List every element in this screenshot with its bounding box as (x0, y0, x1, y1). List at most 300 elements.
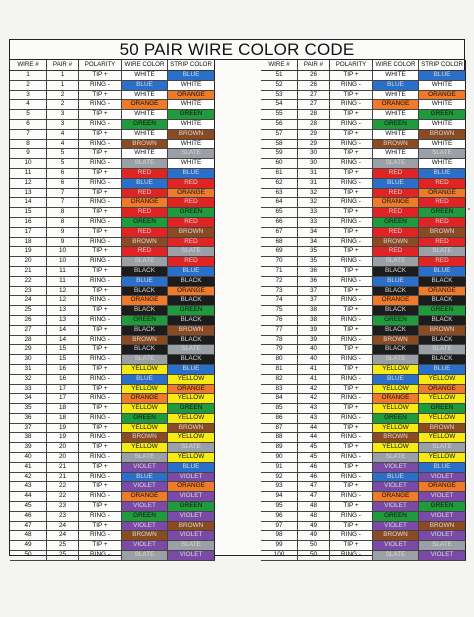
wire-color-cell: VIOLET (373, 502, 419, 511)
wire-number-cell: 58 (261, 140, 298, 149)
wire-number-cell: 57 (261, 130, 298, 139)
wire-number-cell: 46 (10, 512, 47, 521)
pair-number-cell: 44 (298, 424, 330, 433)
strip-color-cell: ORANGE (419, 482, 466, 491)
table-row (10, 179, 215, 189)
pair-number-cell: 44 (298, 433, 330, 442)
table-row (261, 482, 466, 492)
table-row (10, 541, 215, 551)
pair-number-cell: 13 (47, 316, 79, 325)
polarity-cell: TIP + (330, 502, 373, 511)
strip-color-cell: RED (419, 218, 466, 227)
polarity-cell: RING - (330, 394, 373, 403)
strip-color-cell: VIOLET (419, 512, 466, 521)
wire-color-cell: GREEN (122, 316, 168, 325)
strip-color-cell: WHITE (168, 120, 215, 129)
table-row (10, 473, 215, 483)
strip-color-cell: VIOLET (419, 531, 466, 540)
wire-color-cell: RED (373, 208, 419, 217)
table-row (10, 228, 215, 238)
polarity-cell: TIP + (330, 522, 373, 531)
table-row (261, 218, 466, 228)
strip-color-cell: BLACK (168, 316, 215, 325)
table-row (261, 541, 466, 551)
table-row (261, 326, 466, 336)
polarity-cell: RING - (79, 414, 122, 423)
pair-number-cell: 12 (47, 287, 79, 296)
table-row (261, 100, 466, 110)
strip-color-cell: RED (419, 238, 466, 247)
table-row (261, 91, 466, 101)
polarity-cell: RING - (330, 218, 373, 227)
wire-color-cell: BLUE (122, 473, 168, 482)
strip-color-cell: WHITE (168, 100, 215, 109)
table-row (10, 551, 215, 561)
wire-color-chart (9, 39, 465, 559)
wire-color-cell: BLACK (373, 345, 419, 354)
wire-number-cell: 43 (10, 482, 47, 491)
pair-number-cell: 22 (47, 482, 79, 491)
table-row (10, 110, 215, 120)
table-row (10, 433, 215, 443)
wire-color-cell: SLATE (122, 159, 168, 168)
wire-number-cell: 21 (10, 267, 47, 276)
wire-number-cell: 15 (10, 208, 47, 217)
wire-number-cell: 86 (261, 414, 298, 423)
table-row (261, 208, 466, 218)
wire-color-cell: RED (373, 228, 419, 237)
wire-number-cell: 10 (10, 159, 47, 168)
pair-number-cell: 20 (47, 443, 79, 452)
strip-color-cell: ORANGE (168, 189, 215, 198)
strip-color-cell: GREEN (168, 404, 215, 413)
wire-number-cell: 1 (10, 71, 47, 80)
wire-number-cell: 75 (261, 306, 298, 315)
polarity-cell: RING - (79, 198, 122, 207)
polarity-cell: RING - (330, 296, 373, 305)
pair-number-cell: 47 (298, 492, 330, 501)
pair-number-cell: 29 (298, 140, 330, 149)
strip-color-cell: SLATE (419, 443, 466, 452)
table-row (10, 120, 215, 130)
pair-number-cell: 13 (47, 306, 79, 315)
polarity-cell: TIP + (79, 91, 122, 100)
polarity-cell: RING - (79, 218, 122, 227)
wire-color-cell: YELLOW (373, 404, 419, 413)
pair-number-cell: 39 (298, 326, 330, 335)
table-row (10, 316, 215, 326)
wire-color-cell: ORANGE (373, 100, 419, 109)
polarity-cell: RING - (79, 238, 122, 247)
strip-color-cell: WHITE (419, 81, 466, 90)
wire-number-cell: 98 (261, 531, 298, 540)
table-row (10, 267, 215, 277)
page-title: 50 PAIR WIRE COLOR CODE (10, 40, 464, 60)
table-row (261, 394, 466, 404)
table-row (261, 375, 466, 385)
polarity-cell: TIP + (79, 267, 122, 276)
wire-color-cell: VIOLET (122, 463, 168, 472)
polarity-cell: RING - (330, 277, 373, 286)
strip-color-cell: BLACK (419, 296, 466, 305)
polarity-cell: TIP + (79, 149, 122, 158)
polarity-cell: TIP + (79, 287, 122, 296)
strip-color-cell: GREEN (168, 208, 215, 217)
wire-number-cell: 24 (10, 296, 47, 305)
pair-number-cell: 24 (47, 531, 79, 540)
polarity-cell: RING - (330, 316, 373, 325)
pair-number-cell: 48 (298, 512, 330, 521)
pair-number-cell: 23 (47, 512, 79, 521)
wire-number-cell: 18 (10, 238, 47, 247)
polarity-cell: RING - (330, 336, 373, 345)
polarity-cell: TIP + (79, 443, 122, 452)
polarity-cell: TIP + (330, 287, 373, 296)
wire-color-cell: BROWN (373, 433, 419, 442)
polarity-cell: TIP + (79, 541, 122, 550)
wire-color-cell: BROWN (373, 336, 419, 345)
polarity-cell: TIP + (79, 482, 122, 491)
wire-color-cell: BROWN (122, 238, 168, 247)
strip-color-cell: YELLOW (419, 453, 466, 462)
pair-number-cell: 18 (47, 404, 79, 413)
strip-color-cell: BLACK (168, 296, 215, 305)
polarity-cell: RING - (79, 531, 122, 540)
wire-color-cell: VIOLET (122, 522, 168, 531)
polarity-cell: TIP + (330, 247, 373, 256)
wire-color-cell: WHITE (373, 110, 419, 119)
pair-number-cell: 26 (298, 71, 330, 80)
polarity-cell: RING - (79, 492, 122, 501)
polarity-cell: TIP + (79, 247, 122, 256)
wire-color-cell: RED (122, 228, 168, 237)
pair-number-cell: 10 (47, 247, 79, 256)
pair-number-cell: 14 (47, 326, 79, 335)
polarity-cell: TIP + (79, 365, 122, 374)
pair-number-cell: 3 (47, 110, 79, 119)
strip-color-cell: YELLOW (168, 453, 215, 462)
pair-number-cell: 5 (47, 159, 79, 168)
strip-color-cell: YELLOW (168, 414, 215, 423)
pair-number-cell: 41 (298, 375, 330, 384)
polarity-cell: TIP + (79, 71, 122, 80)
table-row (261, 110, 466, 120)
table-row (10, 81, 215, 91)
pair-number-cell: 47 (298, 482, 330, 491)
strip-color-cell: ORANGE (168, 287, 215, 296)
polarity-cell: RING - (79, 81, 122, 90)
polarity-cell: RING - (79, 257, 122, 266)
wire-number-cell: 80 (261, 355, 298, 364)
strip-color-cell: VIOLET (168, 551, 215, 560)
pair-number-cell: 46 (298, 473, 330, 482)
wire-number-cell: 13 (10, 189, 47, 198)
table-row (10, 336, 215, 346)
header-pair: PAIR # (47, 60, 79, 70)
strip-color-cell: GREEN (419, 208, 466, 217)
strip-color-cell: RED (419, 198, 466, 207)
strip-color-cell: WHITE (419, 140, 466, 149)
pair-number-cell: 36 (298, 277, 330, 286)
pair-number-cell: 6 (47, 179, 79, 188)
table-row (10, 345, 215, 355)
strip-color-cell: GREEN (419, 306, 466, 315)
wire-color-cell: BLACK (373, 326, 419, 335)
table-row (10, 130, 215, 140)
pair-number-cell: 27 (298, 91, 330, 100)
strip-color-cell: BLACK (419, 316, 466, 325)
wire-color-cell: GREEN (122, 218, 168, 227)
wire-number-cell: 4 (10, 100, 47, 109)
strip-color-cell: BROWN (419, 228, 466, 237)
wire-number-cell: 23 (10, 287, 47, 296)
wire-color-cell: WHITE (373, 71, 419, 80)
wire-number-cell: 62 (261, 179, 298, 188)
pair-number-cell: 35 (298, 247, 330, 256)
table-row (10, 247, 215, 257)
polarity-cell: RING - (79, 100, 122, 109)
pair-number-cell: 27 (298, 100, 330, 109)
polarity-cell: RING - (79, 277, 122, 286)
strip-color-cell: BLUE (419, 71, 466, 80)
polarity-cell: RING - (330, 453, 373, 462)
wire-number-cell: 59 (261, 149, 298, 158)
strip-color-cell: BLUE (419, 365, 466, 374)
wire-number-cell: 33 (10, 385, 47, 394)
table-row (10, 140, 215, 150)
wire-color-cell: YELLOW (373, 365, 419, 374)
polarity-cell: RING - (330, 238, 373, 247)
table-row (10, 512, 215, 522)
pair-number-cell: 36 (298, 267, 330, 276)
polarity-cell: RING - (79, 433, 122, 442)
strip-color-cell: BLUE (168, 463, 215, 472)
pair-number-cell: 4 (47, 140, 79, 149)
strip-color-cell: YELLOW (168, 375, 215, 384)
wire-number-cell: 89 (261, 443, 298, 452)
strip-color-cell: WHITE (168, 81, 215, 90)
table-row (261, 463, 466, 473)
pair-number-cell: 11 (47, 277, 79, 286)
strip-color-cell: RED (168, 179, 215, 188)
table-row (261, 355, 466, 365)
table-row (261, 130, 466, 140)
scan-speck (468, 208, 470, 210)
wire-color-cell: GREEN (373, 120, 419, 129)
wire-number-cell: 36 (10, 414, 47, 423)
table-row (10, 463, 215, 473)
wire-color-cell: YELLOW (373, 443, 419, 452)
pair-number-cell: 39 (298, 336, 330, 345)
wire-color-cell: BLACK (122, 267, 168, 276)
table-row (10, 404, 215, 414)
strip-color-cell: BLACK (168, 336, 215, 345)
header-wire: WIRE # (10, 60, 47, 70)
strip-color-cell: SLATE (168, 345, 215, 354)
table-row (261, 443, 466, 453)
polarity-cell: TIP + (79, 385, 122, 394)
left-table (10, 60, 215, 561)
wire-number-cell: 61 (261, 169, 298, 178)
pair-number-cell: 38 (298, 306, 330, 315)
strip-color-cell: GREEN (168, 110, 215, 119)
header-pair: PAIR # (298, 60, 330, 70)
table-row (10, 453, 215, 463)
pair-number-cell: 6 (47, 169, 79, 178)
wire-color-cell: BROWN (122, 336, 168, 345)
strip-color-cell: ORANGE (419, 287, 466, 296)
pair-number-cell: 1 (47, 71, 79, 80)
strip-color-cell: YELLOW (419, 394, 466, 403)
wire-number-cell: 81 (261, 365, 298, 374)
strip-color-cell: VIOLET (168, 492, 215, 501)
pair-number-cell: 20 (47, 453, 79, 462)
table-row (10, 198, 215, 208)
pair-number-cell: 9 (47, 238, 79, 247)
polarity-cell: TIP + (330, 326, 373, 335)
wire-number-cell: 56 (261, 120, 298, 129)
polarity-cell: RING - (79, 551, 122, 560)
polarity-cell: RING - (79, 120, 122, 129)
table-row (261, 247, 466, 257)
pair-number-cell: 30 (298, 159, 330, 168)
wire-color-cell: BLUE (373, 81, 419, 90)
strip-color-cell: BLACK (419, 355, 466, 364)
pair-number-cell: 7 (47, 189, 79, 198)
pair-number-cell: 25 (47, 551, 79, 560)
strip-color-cell: YELLOW (419, 375, 466, 384)
polarity-cell: RING - (330, 140, 373, 149)
pair-number-cell: 40 (298, 355, 330, 364)
strip-color-cell: WHITE (419, 120, 466, 129)
pair-number-cell: 14 (47, 336, 79, 345)
wire-number-cell: 73 (261, 287, 298, 296)
strip-color-cell: BROWN (168, 326, 215, 335)
wire-color-cell: ORANGE (122, 492, 168, 501)
strip-color-cell: RED (168, 257, 215, 266)
polarity-cell: TIP + (79, 424, 122, 433)
pair-number-cell: 1 (47, 81, 79, 90)
wire-number-cell: 90 (261, 453, 298, 462)
table-body (261, 71, 466, 561)
polarity-cell: RING - (330, 433, 373, 442)
wire-number-cell: 7 (10, 130, 47, 139)
wire-number-cell: 49 (10, 541, 47, 550)
pair-number-cell: 29 (298, 130, 330, 139)
wire-number-cell: 68 (261, 238, 298, 247)
strip-color-cell: BLUE (168, 71, 215, 80)
pair-number-cell: 10 (47, 257, 79, 266)
header-strip-color: STRIP COLOR (168, 60, 215, 70)
table-row (261, 71, 466, 81)
table-row (261, 140, 466, 150)
strip-color-cell: VIOLET (419, 473, 466, 482)
polarity-cell: RING - (79, 296, 122, 305)
polarity-cell: RING - (330, 179, 373, 188)
polarity-cell: TIP + (330, 208, 373, 217)
table-row (10, 424, 215, 434)
polarity-cell: RING - (79, 473, 122, 482)
pair-number-cell: 5 (47, 149, 79, 158)
table-row (10, 159, 215, 169)
table-row (10, 91, 215, 101)
wire-number-cell: 26 (10, 316, 47, 325)
strip-color-cell: SLATE (419, 247, 466, 256)
wire-number-cell: 97 (261, 522, 298, 531)
pair-number-cell: 43 (298, 414, 330, 423)
strip-color-cell: BROWN (168, 522, 215, 531)
wire-number-cell: 16 (10, 218, 47, 227)
wire-number-cell: 60 (261, 159, 298, 168)
polarity-cell: RING - (330, 81, 373, 90)
strip-color-cell: RED (419, 179, 466, 188)
wire-color-cell: YELLOW (122, 365, 168, 374)
wire-color-cell: BLUE (373, 277, 419, 286)
wire-color-cell: WHITE (373, 130, 419, 139)
pair-number-cell: 43 (298, 404, 330, 413)
polarity-cell: RING - (330, 159, 373, 168)
wire-number-cell: 28 (10, 336, 47, 345)
table-row (261, 512, 466, 522)
table-row (261, 198, 466, 208)
wire-color-cell: SLATE (373, 257, 419, 266)
wire-color-cell: BROWN (122, 433, 168, 442)
table-row (261, 424, 466, 434)
wire-color-cell: WHITE (122, 130, 168, 139)
wire-color-cell: BLUE (373, 473, 419, 482)
wire-color-cell: VIOLET (373, 541, 419, 550)
wire-color-cell: ORANGE (122, 198, 168, 207)
strip-color-cell: BLACK (419, 277, 466, 286)
table-row (10, 100, 215, 110)
strip-color-cell: BLUE (419, 463, 466, 472)
strip-color-cell: SLATE (168, 541, 215, 550)
strip-color-cell: RED (168, 218, 215, 227)
wire-color-cell: ORANGE (373, 198, 419, 207)
table-row (261, 345, 466, 355)
table-row (261, 296, 466, 306)
polarity-cell: RING - (79, 355, 122, 364)
polarity-cell: RING - (330, 531, 373, 540)
wire-number-cell: 84 (261, 394, 298, 403)
polarity-cell: RING - (79, 453, 122, 462)
polarity-cell: RING - (79, 179, 122, 188)
table-row (10, 531, 215, 541)
polarity-cell: RING - (79, 375, 122, 384)
polarity-cell: TIP + (79, 169, 122, 178)
wire-color-cell: BLUE (122, 81, 168, 90)
wire-number-cell: 71 (261, 267, 298, 276)
strip-color-cell: WHITE (419, 100, 466, 109)
polarity-cell: RING - (330, 257, 373, 266)
table-row (261, 404, 466, 414)
wire-number-cell: 50 (10, 551, 47, 560)
strip-color-cell: ORANGE (168, 482, 215, 491)
strip-color-cell: BROWN (419, 130, 466, 139)
wire-color-cell: RED (373, 189, 419, 198)
wire-number-cell: 53 (261, 91, 298, 100)
wire-color-cell: RED (122, 247, 168, 256)
strip-color-cell: BLUE (419, 169, 466, 178)
strip-color-cell: VIOLET (168, 473, 215, 482)
strip-color-cell: GREEN (419, 404, 466, 413)
strip-color-cell: GREEN (419, 110, 466, 119)
polarity-cell: TIP + (79, 404, 122, 413)
table-row (261, 149, 466, 159)
wire-color-cell: YELLOW (373, 424, 419, 433)
polarity-cell: TIP + (330, 345, 373, 354)
polarity-cell: TIP + (330, 228, 373, 237)
